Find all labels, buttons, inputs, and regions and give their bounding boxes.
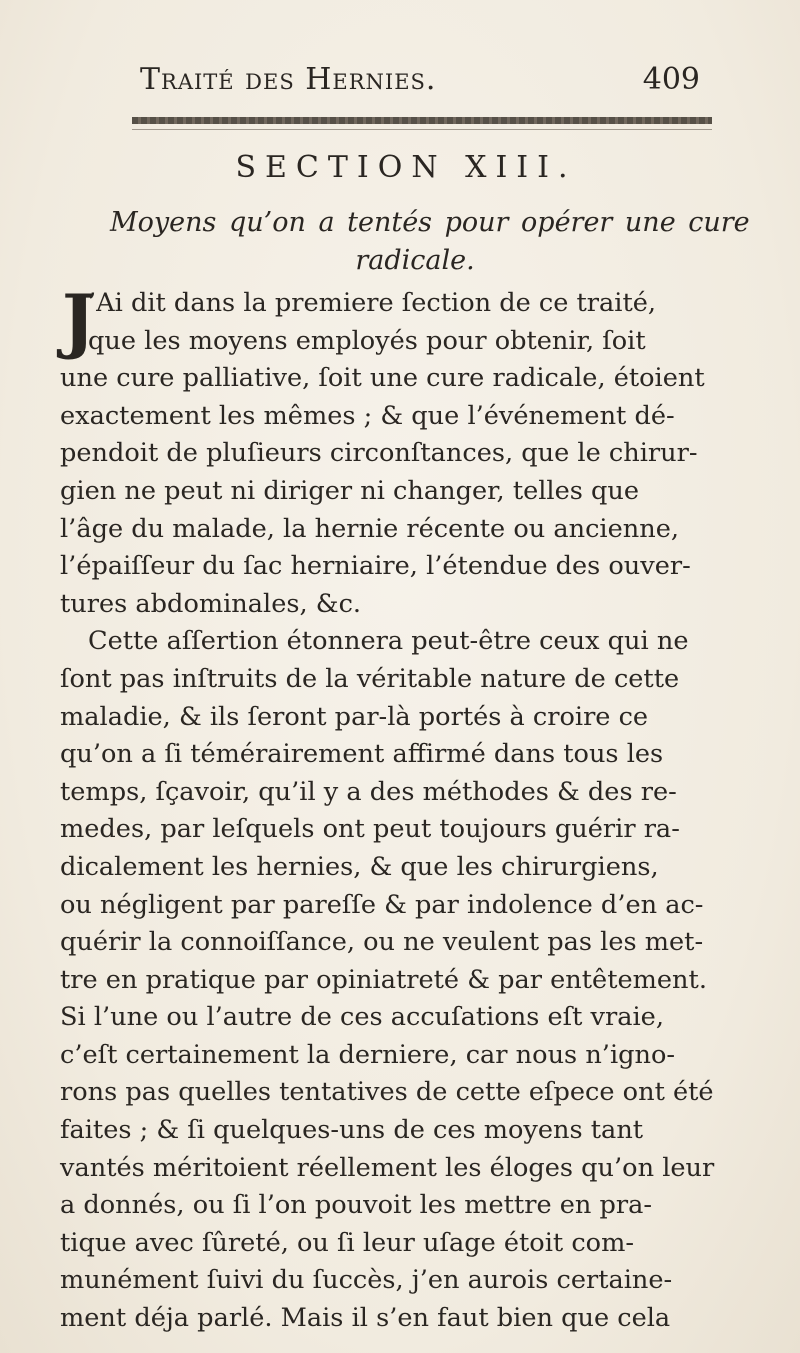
text-line: Si l’une ou l’autre de ces accuſations eſt vraie, bbox=[60, 1002, 664, 1033]
text-line: qu’on a ſi témérairement affirmé dans tous les bbox=[60, 739, 664, 770]
text-line: ou négligent par pareſſe & par indolence d’en ac- bbox=[60, 889, 704, 920]
ornamental-rule bbox=[132, 117, 712, 124]
text-line: une cure palliative, ſoit une cure radicale, étoient bbox=[60, 363, 705, 394]
text-line: l’âge du malade, la hernie récente ou ancienne, bbox=[60, 513, 680, 544]
text-line: faites ; & ſi quelques-uns de ces moyens tant bbox=[60, 1115, 644, 1146]
drop-cap: J bbox=[62, 279, 96, 362]
text-line: ment déja parlé. Mais il s’en faut bien que cela bbox=[60, 1303, 671, 1334]
text-line: rons pas quelles tentatives de cette eſpece ont été bbox=[60, 1077, 714, 1108]
section-title: SECTION XIII. bbox=[235, 150, 577, 185]
text-line: Cette aſſertion étonnera peut-être ceux qui ne bbox=[88, 626, 689, 657]
text-line: pendoit de pluſieurs circonſtances, que le chirur- bbox=[60, 438, 698, 469]
section-subtitle bbox=[110, 205, 750, 280]
text-line: vantés méritoient réellement les éloges qu’on leur bbox=[60, 1152, 715, 1183]
text-line: a donnés, ou ſi l’on pouvoit les mettre en pra- bbox=[60, 1190, 653, 1221]
text-line: maladie, & ils ſeront par-là portés à croire ce bbox=[60, 701, 649, 732]
text-line: exactement les mêmes ; & que l’événement dé- bbox=[60, 400, 675, 431]
subtitle-line: radicale. bbox=[355, 244, 475, 276]
text-line: ſont pas inſtruits de la véritable nature de cette bbox=[60, 663, 680, 694]
text-line: quérir la connoiſſance, ou ne veulent pas les met- bbox=[60, 927, 704, 958]
subtitle-line: Moyens qu’on a tentés pour opérer une cure bbox=[110, 207, 750, 238]
text-line: ’Ai dit dans la premiere ſection de ce traité, bbox=[88, 288, 657, 318]
text-line: gien ne peut ni diriger ni changer, telles que bbox=[60, 475, 640, 506]
text-line: tures abdominales, &c. bbox=[60, 588, 362, 619]
thin-rule bbox=[132, 129, 712, 130]
text-line: tique avec ſûreté, ou ſi leur uſage étoit com- bbox=[60, 1227, 634, 1258]
text-line: tre en pratique par opiniatreté & par entêtement. bbox=[60, 964, 707, 995]
text-line: munément ſuivi du ſuccès, j’en aurois certaine- bbox=[60, 1265, 673, 1296]
text-line: medes, par leſquels ont peut toujours guérir ra- bbox=[60, 814, 680, 845]
text-line: temps, ſçavoir, qu’il y a des méthodes & des re- bbox=[60, 776, 677, 807]
page-number: 409 bbox=[642, 62, 700, 97]
body-text bbox=[60, 279, 715, 1338]
text-line: dicalement les hernies, & que les chirurgiens, bbox=[60, 851, 659, 882]
text-line: c’eſt certainement la derniere, car nous n’igno- bbox=[60, 1039, 676, 1070]
text-line: l’épaiſſeur du ſac herniaire, l’étendue des ouver- bbox=[60, 551, 691, 582]
text-line: que les moyens employés pour obtenir, ſoit bbox=[88, 325, 646, 356]
running-title: Traité des Hernies. bbox=[140, 62, 437, 97]
page-header bbox=[140, 62, 700, 102]
